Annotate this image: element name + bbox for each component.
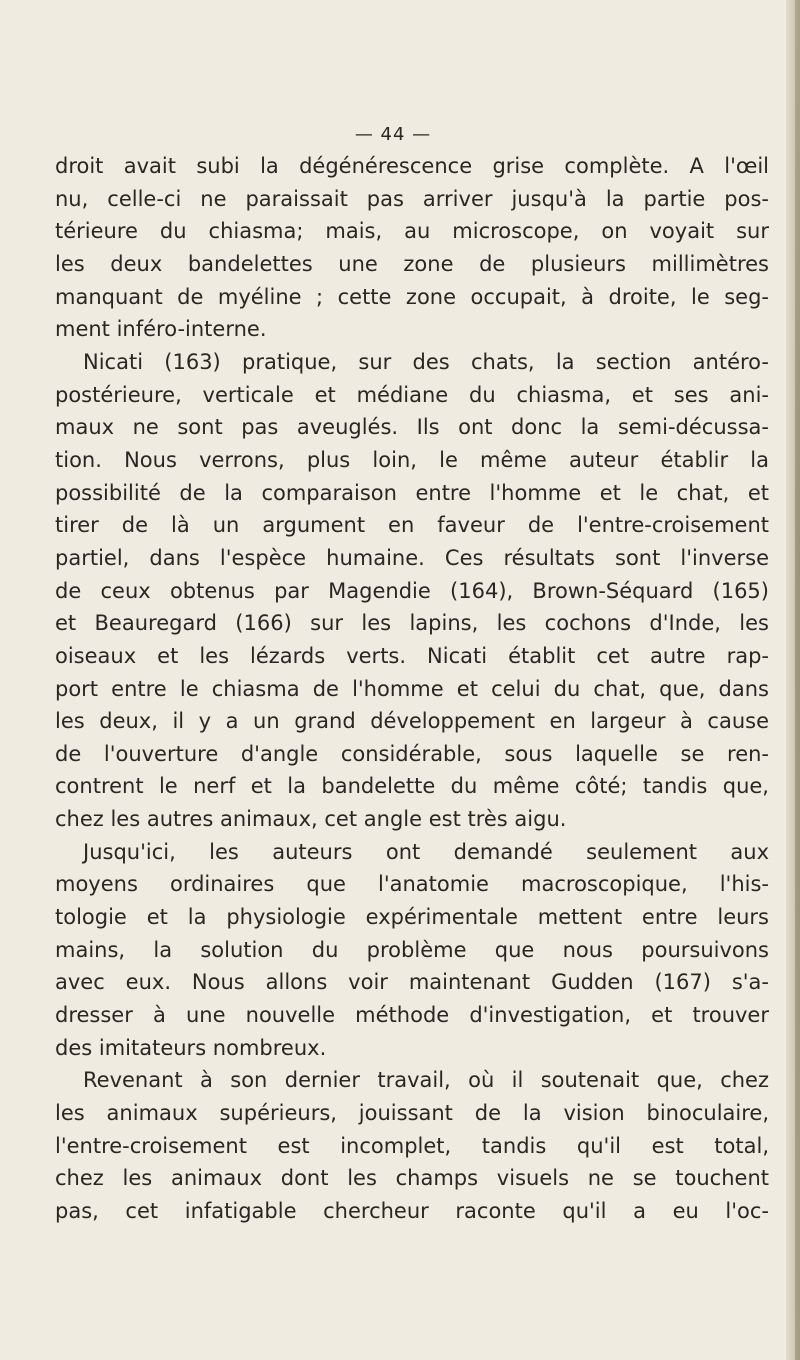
text-line: oiseaux et les lézards verts. Nicati établit cet autre rap- bbox=[55, 643, 769, 668]
text-line: les deux, il y a un grand développement en largeur à cause bbox=[55, 709, 769, 734]
text-line: manquant de myéline ; cette zone occupait, à droite, le seg- bbox=[55, 284, 769, 309]
text-line: contrent le nerf et la bandelette du même côté; tandis que, bbox=[55, 774, 769, 799]
text-line: port entre le chiasma de l'homme et celui du chat, que, dans bbox=[55, 676, 769, 701]
text-line: avec eux. Nous allons voir maintenant Gudden (167) s'a- bbox=[55, 970, 769, 995]
text-line: de ceux obtenus par Magendie (164), Brown-Séquard (165) bbox=[55, 578, 769, 603]
body-text bbox=[55, 150, 769, 1228]
text-line: l'entre-croisement est incomplet, tandis qu'il est total, bbox=[55, 1133, 769, 1158]
text-line: possibilité de la comparaison entre l'homme et le chat, et bbox=[55, 480, 769, 505]
text-line: chez les autres animaux, cet angle est très aigu. bbox=[55, 807, 567, 832]
text-line: partiel, dans l'espèce humaine. Ces résultats sont l'inverse bbox=[55, 545, 769, 570]
text-line: Jusqu'ici, les auteurs ont demandé seulement aux bbox=[83, 839, 769, 864]
text-line: postérieure, verticale et médiane du chiasma, et ses ani- bbox=[55, 382, 769, 407]
text-line: moyens ordinaires que l'anatomie macroscopique, l'his- bbox=[55, 872, 769, 897]
text-line: nu, celle-ci ne paraissait pas arriver jusqu'à la partie pos- bbox=[55, 186, 769, 211]
text-line: chez les animaux dont les champs visuels ne se touchent bbox=[55, 1166, 769, 1191]
page-number-header: — 44 — bbox=[354, 124, 432, 145]
text-line: mains, la solution du problème que nous poursuivons bbox=[55, 937, 769, 962]
text-line: pas, cet infatigable chercheur raconte qu'il a eu l'oc- bbox=[55, 1199, 769, 1223]
text-line: maux ne sont pas aveuglés. Ils ont donc la semi-décussa- bbox=[55, 415, 769, 440]
text-line: térieure du chiasma; mais, au microscope, on voyait sur bbox=[55, 219, 769, 244]
text-line: Revenant à son dernier travail, où il soutenait que, chez bbox=[83, 1068, 769, 1093]
text-line: ment inféro-interne. bbox=[55, 317, 267, 342]
text-line: de l'ouverture d'angle considérable, sous laquelle se ren- bbox=[55, 741, 769, 766]
text-line: les animaux supérieurs, jouissant de la vision binoculaire, bbox=[55, 1101, 769, 1126]
text-line: tologie et la physiologie expérimentale mettent entre leurs bbox=[55, 905, 769, 930]
text-line: les deux bandelettes une zone de plusieurs millimètres bbox=[55, 251, 769, 276]
text-line: tion. Nous verrons, plus loin, le même auteur établir la bbox=[55, 447, 769, 472]
text-line: dresser à une nouvelle méthode d'investigation, et trouver bbox=[55, 1003, 769, 1028]
text-line: des imitateurs nombreux. bbox=[55, 1035, 327, 1060]
text-line: et Beauregard (166) sur les lapins, les cochons d'Inde, les bbox=[55, 611, 769, 636]
text-line: droit avait subi la dégénérescence grise complète. A l'œil bbox=[55, 154, 769, 178]
page-edge-dark bbox=[795, 0, 800, 1360]
text-line: tirer de là un argument en faveur de l'entre-croisement bbox=[55, 513, 769, 538]
text-line: Nicati (163) pratique, sur des chats, la section antéro- bbox=[83, 349, 769, 374]
